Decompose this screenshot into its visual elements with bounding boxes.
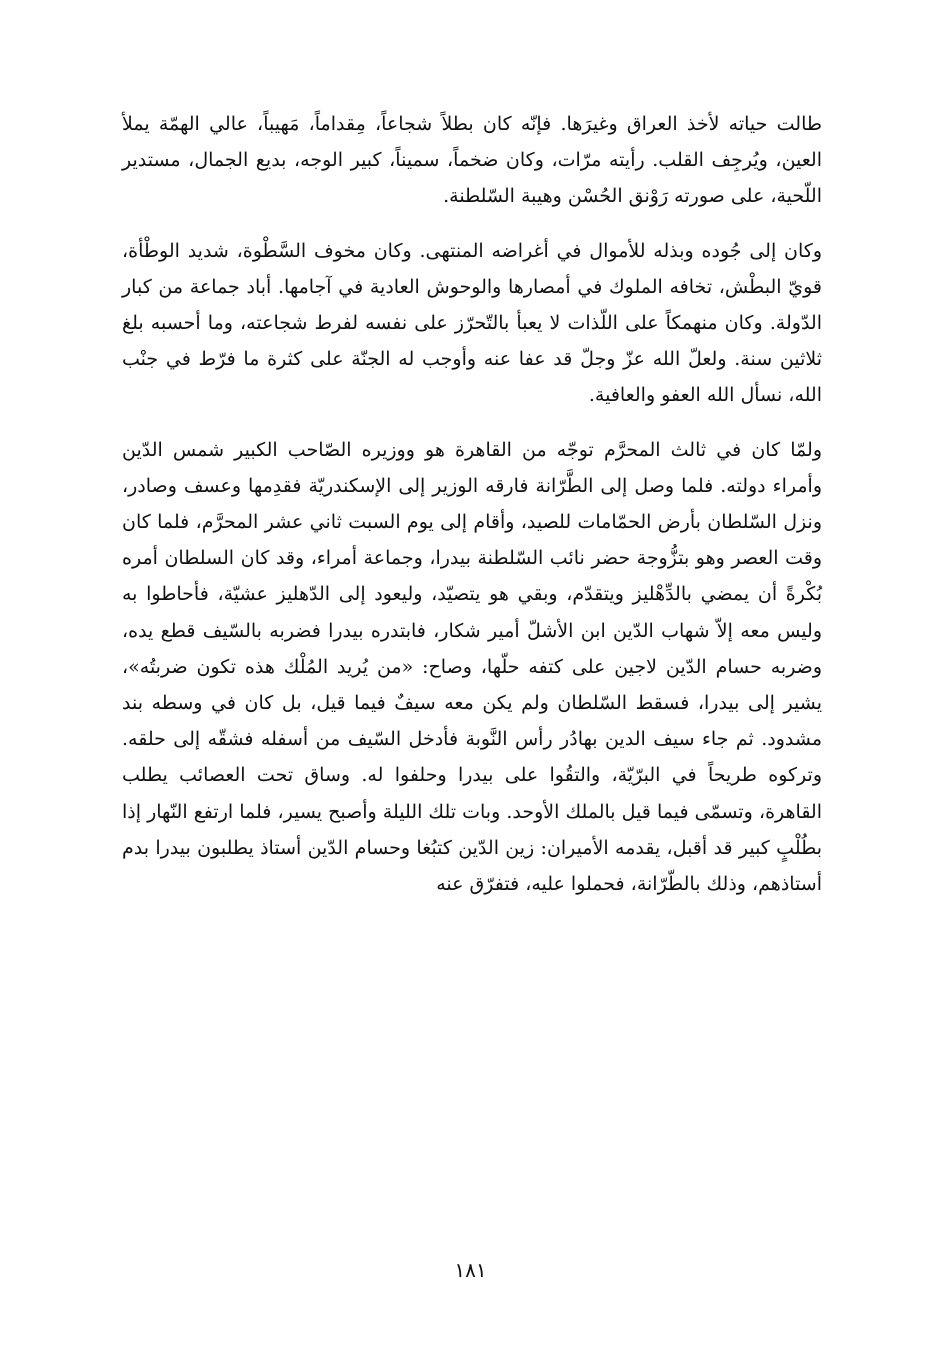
paragraph-1: طالت حياته لأخذ العراق وغيرَها. فإنّه كان بطلاً شجاعاً، مِقداماً، مَهيباً، عالي الهمّة يملأ العين، ويُرجِف القلب. رأيته مرّات، وكان ضخماً، سميناً، كبير الوجه، بديع الجمال، مستدير اللّحية، على صورته رَوْنق الحُسْن وهيبة السّلطنة. — [122, 113, 822, 208]
paragraph-3: ولمّا كان في ثالث المحرَّم توجّه من القاهرة هو ووزيره الصّاحب الكبير شمس الدّين وأمراء دولته. فلما وصل إلى الطَّرّانة فارقه الوزير إلى الإسكندريّة فقدِمها وعسف وصادر، ونزل السّلطان بأرض الحمّامات للصيد، وأقام إلى يوم السبت ثاني عشر المحرَّم، فلما كان وقت العصر وهو بتزُّوجة حضر نائب السّلطنة بيدرا، وجماعة أمراء، وقد كان السلطان أمره بُكْرةً أن يمضي بالدِّهْليز ويتقدّم، وبقي هو يتصيّد، وليعود إلى الدّهليز عشيّة، فأحاطوا به وليس معه إلاّ شهاب الدّين ابن الأشلّ أمير شكار، فابتدره بيدرا فضربه بالسّيف قطع يده، وضربه حسام الدّين لاجين على كتفه حلّها، وصاح: «من يُريد المُلْك هذه تكون ضربتُه»، يشير إلى بيدرا، فسقط السّلطان ولم يكن معه سيفٌ فيما قيل، بل كان في وسطه بند مشدود. ثم جاء سيف الدين بهادُر رأس النَّوبة فأدخل السّيف من أسفله فشقّه إلى حلقه. وتركوه طريحاً في البرّيّة، والتقُوا على بيدرا وحلفوا له. وساق تحت العصائب يطلب القاهرة، وتسمّى فيما قيل بالملك الأوحد. وبات تلك الليلة وأصبح يسير، فلما ارتفع النّهار إذا بطُلْبٍ كبير قد أقبل، يقدمه الأميران: زين الدّين كتبُغا وحسام الدّين أستاذ يطلبون بيدرا بدم أستاذهم، وذلك بالطّرّانة، فحملوا عليه، فتفرّق عنه — [122, 438, 822, 896]
paragraph-2: وكان إلى جُوده وبذله للأموال في أغراضه المنتهى. وكان مخوف السَّطْوة، شديد الوطْأة، قويّ البطْش، تخافه الملوك في أمصارها والوحوش العادية في آجامها. أباد جماعة من كبار الدّولة. وكان منهمكاً على اللّذات لا يعبأ بالتّحرّز على نفسه لفرط شجاعته، وما أحسبه بلغ ثلاثين سنة. ولعلّ الله عزّ وجلّ قد عفا عنه وأوجب له الجنّة على كثرة ما فرّط في جنْب الله، نسأل الله العفو والعافية. — [122, 239, 822, 407]
body-text — [122, 106, 822, 920]
page-number: ١٨١ — [454, 1258, 487, 1282]
